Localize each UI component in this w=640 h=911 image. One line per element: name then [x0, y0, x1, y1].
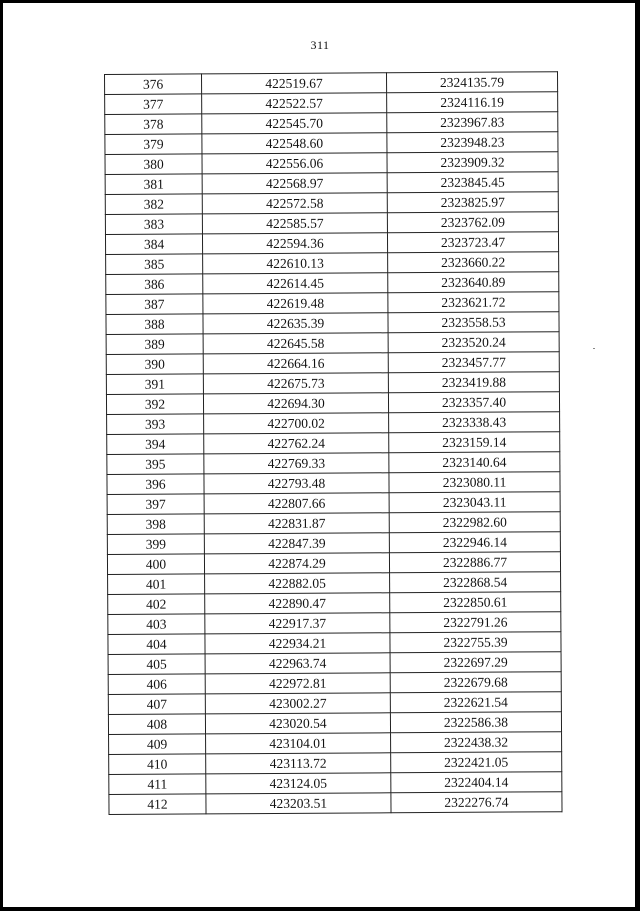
point-number-cell: 397: [107, 494, 204, 515]
table-row: [108, 592, 561, 615]
x-coordinate-cell: 422807.66: [204, 493, 389, 514]
scan-border-left: [0, 0, 3, 911]
table-row: [108, 672, 561, 695]
point-number-cell: 407: [108, 694, 205, 715]
x-coordinate-cell: 422545.70: [202, 113, 387, 134]
y-coordinate-cell: 2322850.61: [390, 592, 561, 613]
y-coordinate-cell: 2323621.72: [388, 292, 559, 313]
coordinates-table-wrapper: [104, 71, 561, 815]
y-coordinate-cell: 2324135.79: [386, 72, 557, 93]
y-coordinate-cell: 2322697.29: [390, 652, 561, 673]
point-number-cell: 382: [105, 194, 202, 215]
y-coordinate-cell: 2323338.43: [389, 412, 560, 433]
table-row: [105, 212, 558, 235]
point-number-cell: 378: [105, 114, 202, 135]
y-coordinate-cell: 2323080.11: [389, 472, 560, 493]
point-number-cell: 376: [105, 74, 202, 95]
y-coordinate-cell: 2323520.24: [388, 332, 559, 353]
table-row: [106, 312, 559, 335]
point-number-cell: 411: [109, 774, 206, 795]
x-coordinate-cell: 422963.74: [205, 653, 390, 674]
point-number-cell: 404: [108, 634, 205, 655]
point-number-cell: 389: [106, 334, 203, 355]
point-number-cell: 409: [109, 734, 206, 755]
table-row: [107, 552, 560, 575]
x-coordinate-cell: 422645.58: [203, 333, 388, 354]
point-number-cell: 398: [107, 514, 204, 535]
point-number-cell: 387: [106, 294, 203, 315]
x-coordinate-cell: 422548.60: [202, 133, 387, 154]
table-row: [105, 72, 558, 95]
x-coordinate-cell: 422972.81: [205, 673, 390, 694]
table-row: [105, 232, 558, 255]
point-number-cell: 412: [109, 794, 206, 815]
table-row: [107, 472, 560, 495]
x-coordinate-cell: 422793.48: [204, 473, 389, 494]
x-coordinate-cell: 422874.29: [204, 553, 389, 574]
y-coordinate-cell: 2322679.68: [390, 672, 561, 693]
x-coordinate-cell: 422572.58: [202, 193, 387, 214]
point-number-cell: 408: [108, 714, 205, 735]
x-coordinate-cell: 422585.57: [202, 213, 387, 234]
table-row: [107, 492, 560, 515]
x-coordinate-cell: 423020.54: [205, 713, 390, 734]
table-row: [106, 372, 559, 395]
x-coordinate-cell: 422934.21: [205, 633, 390, 654]
point-number-cell: 396: [107, 474, 204, 495]
x-coordinate-cell: 422890.47: [205, 593, 390, 614]
table-row: [108, 712, 561, 735]
y-coordinate-cell: 2323723.47: [387, 232, 558, 253]
table-row: [107, 452, 560, 475]
table-row: [109, 792, 562, 815]
y-coordinate-cell: 2323457.77: [388, 352, 559, 373]
y-coordinate-cell: 2323419.88: [388, 372, 559, 393]
point-number-cell: 388: [106, 314, 203, 335]
table-row: [105, 92, 558, 115]
x-coordinate-cell: 423104.01: [206, 733, 391, 754]
x-coordinate-cell: 422664.16: [203, 353, 388, 374]
point-number-cell: 392: [106, 394, 203, 415]
point-number-cell: 390: [106, 354, 203, 375]
coordinates-table-body: [105, 72, 563, 815]
point-number-cell: 380: [105, 154, 202, 175]
x-coordinate-cell: 422700.02: [204, 413, 389, 434]
y-coordinate-cell: 2322868.54: [390, 572, 561, 593]
scan-border-top: [0, 0, 640, 3]
table-row: [109, 732, 562, 755]
y-coordinate-cell: 2322438.32: [391, 732, 562, 753]
x-coordinate-cell: 423113.72: [206, 753, 391, 774]
point-number-cell: 406: [108, 674, 205, 695]
y-coordinate-cell: 2323159.14: [389, 432, 560, 453]
y-coordinate-cell: 2324116.19: [387, 92, 558, 113]
y-coordinate-cell: 2323909.32: [387, 152, 558, 173]
point-number-cell: 386: [106, 274, 203, 295]
x-coordinate-cell: 422675.73: [203, 373, 388, 394]
y-coordinate-cell: 2322791.26: [390, 612, 561, 633]
y-coordinate-cell: 2322755.39: [390, 632, 561, 653]
x-coordinate-cell: 422614.45: [203, 273, 388, 294]
x-coordinate-cell: 422847.39: [204, 533, 389, 554]
y-coordinate-cell: 2323043.11: [389, 492, 560, 513]
table-row: [106, 252, 559, 275]
table-row: [106, 332, 559, 355]
y-coordinate-cell: 2322276.74: [391, 792, 562, 813]
table-row: [107, 532, 560, 555]
y-coordinate-cell: 2322946.14: [389, 532, 560, 553]
x-coordinate-cell: 422556.06: [202, 153, 387, 174]
table-row: [107, 432, 560, 455]
x-coordinate-cell: 423002.27: [205, 693, 390, 714]
table-row: [108, 572, 561, 595]
x-coordinate-cell: 422635.39: [203, 313, 388, 334]
y-coordinate-cell: 2322621.54: [390, 692, 561, 713]
table-row: [109, 752, 562, 775]
x-coordinate-cell: 422917.37: [205, 613, 390, 634]
x-coordinate-cell: 422762.24: [204, 433, 389, 454]
x-coordinate-cell: 423124.05: [206, 773, 391, 794]
point-number-cell: 377: [105, 94, 202, 115]
point-number-cell: 384: [105, 234, 202, 255]
point-number-cell: 399: [107, 534, 204, 555]
point-number-cell: 381: [105, 174, 202, 195]
y-coordinate-cell: 2323948.23: [387, 132, 558, 153]
table-row: [106, 392, 559, 415]
point-number-cell: 391: [106, 374, 203, 395]
scan-border-bottom: [0, 907, 640, 911]
table-row: [106, 352, 559, 375]
point-number-cell: 385: [106, 254, 203, 275]
table-row: [105, 132, 558, 155]
point-number-cell: 393: [107, 414, 204, 435]
x-coordinate-cell: 422610.13: [203, 253, 388, 274]
y-coordinate-cell: 2323640.89: [388, 272, 559, 293]
point-number-cell: 400: [107, 554, 204, 575]
y-coordinate-cell: 2322982.60: [389, 512, 560, 533]
point-number-cell: 401: [108, 574, 205, 595]
table-row: [108, 632, 561, 655]
x-coordinate-cell: 422831.87: [204, 513, 389, 534]
y-coordinate-cell: 2323762.09: [387, 212, 558, 233]
point-number-cell: 403: [108, 614, 205, 635]
table-row: [105, 112, 558, 135]
table-row: [106, 292, 559, 315]
scan-border-right: [635, 0, 640, 911]
y-coordinate-cell: 2323825.97: [387, 192, 558, 213]
y-coordinate-cell: 2323660.22: [388, 252, 559, 273]
point-number-cell: 395: [107, 454, 204, 475]
y-coordinate-cell: 2322421.05: [391, 752, 562, 773]
x-coordinate-cell: 422769.33: [204, 453, 389, 474]
y-coordinate-cell: 2323845.45: [387, 172, 558, 193]
point-number-cell: 379: [105, 134, 202, 155]
point-number-cell: 410: [109, 754, 206, 775]
table-row: [105, 152, 558, 175]
table-row: [105, 192, 558, 215]
x-coordinate-cell: 423203.51: [206, 793, 391, 814]
table-row: [107, 512, 560, 535]
x-coordinate-cell: 422522.57: [202, 93, 387, 114]
point-number-cell: 394: [107, 434, 204, 455]
coordinates-table: [104, 71, 563, 815]
table-row: [107, 412, 560, 435]
x-coordinate-cell: 422882.05: [205, 573, 390, 594]
table-row: [108, 692, 561, 715]
y-coordinate-cell: 2322886.77: [389, 552, 560, 573]
x-coordinate-cell: 422594.36: [202, 233, 387, 254]
y-coordinate-cell: 2323140.64: [389, 452, 560, 473]
point-number-cell: 383: [105, 214, 202, 235]
x-coordinate-cell: 422694.30: [203, 393, 388, 414]
table-row: [109, 772, 562, 795]
table-row: [108, 612, 561, 635]
y-coordinate-cell: 2323357.40: [388, 392, 559, 413]
y-coordinate-cell: 2323967.83: [387, 112, 558, 133]
y-coordinate-cell: 2323558.53: [388, 312, 559, 333]
point-number-cell: 405: [108, 654, 205, 675]
y-coordinate-cell: 2322586.38: [390, 712, 561, 733]
table-row: [108, 652, 561, 675]
point-number-cell: 402: [108, 594, 205, 615]
table-row: [106, 272, 559, 295]
page-number: 311: [310, 38, 330, 52]
x-coordinate-cell: 422568.97: [202, 173, 387, 194]
table-row: [105, 172, 558, 195]
x-coordinate-cell: 422519.67: [202, 73, 387, 94]
y-coordinate-cell: 2322404.14: [391, 772, 562, 793]
scan-speck: [593, 348, 595, 349]
x-coordinate-cell: 422619.48: [203, 293, 388, 314]
